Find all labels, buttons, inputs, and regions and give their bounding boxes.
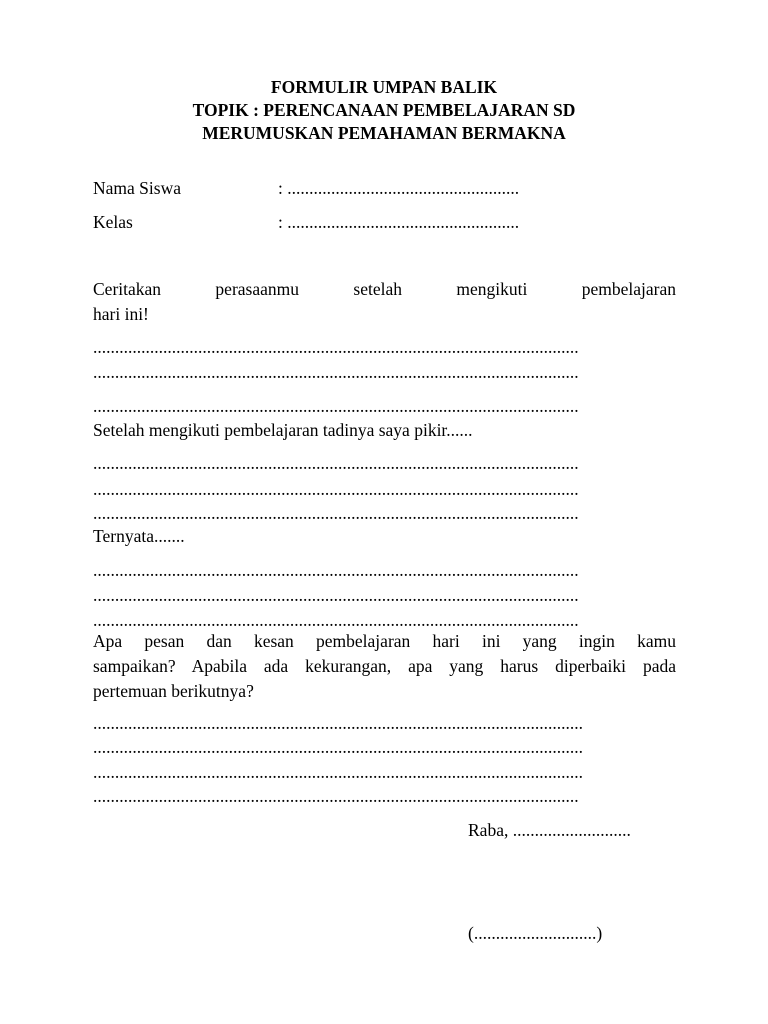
answer-4-blank-4[interactable]: ............................................................................................................... — [93, 786, 579, 806]
answer-2-blank-1[interactable]: ............................................................................................................... — [93, 453, 579, 473]
answer-4-blank-1[interactable]: ................................................................................................................ — [93, 713, 583, 733]
form-title: FORMULIR UMPAN BALIK — [270, 77, 498, 97]
question-4-line-2: sampaikan? Apabila ada kekurangan, apa yang harus diperbaiki pada — [93, 656, 676, 676]
answer-3-blank-1[interactable]: ............................................................................................................... — [93, 560, 579, 580]
answer-3-blank-3[interactable]: ............................................................................................................... — [93, 610, 579, 630]
question-4-line-1: Apa pesan dan kesan pembelajaran hari ini yang ingin kamu — [93, 631, 676, 651]
answer-1-blank-2[interactable]: ............................................................................................................... — [93, 362, 579, 382]
form-subtopic: MERUMUSKAN PEMAHAMAN BERMAKNA — [202, 123, 566, 143]
question-4-line-3: pertemuan berikutnya? — [93, 681, 254, 701]
student-name-field[interactable]: : ..................................................... — [278, 178, 520, 198]
question-3: Ternyata....... — [93, 526, 185, 546]
answer-2-blank-2[interactable]: ............................................................................................................... — [93, 479, 579, 499]
question-1-line-2: hari ini! — [93, 304, 149, 324]
place-date-line[interactable]: Raba, ........................... — [468, 820, 631, 840]
question-2: Setelah mengikuti pembelajaran tadinya saya pikir...... — [93, 420, 473, 440]
answer-2-blank-3[interactable]: ............................................................................................................... — [93, 503, 579, 523]
answer-1-blank-1[interactable]: ............................................................................................................... — [93, 337, 579, 357]
form-topic: TOPIK : PERENCANAAN PEMBELAJARAN SD — [192, 100, 576, 120]
answer-1-blank-3[interactable]: ............................................................................................................... — [93, 396, 579, 416]
answer-4-blank-3[interactable]: ................................................................................................................ — [93, 762, 583, 782]
student-name-label: Nama Siswa — [93, 178, 181, 198]
answer-4-blank-2[interactable]: ................................................................................................................ — [93, 737, 583, 757]
class-label: Kelas — [93, 212, 133, 232]
class-field[interactable]: : ..................................................... — [278, 212, 520, 232]
question-1-line-1: Ceritakan perasaanmu setelah mengikuti pembelajaran — [93, 279, 676, 299]
signature-name-line[interactable]: (............................) — [468, 923, 603, 943]
answer-3-blank-2[interactable]: ............................................................................................................... — [93, 585, 579, 605]
